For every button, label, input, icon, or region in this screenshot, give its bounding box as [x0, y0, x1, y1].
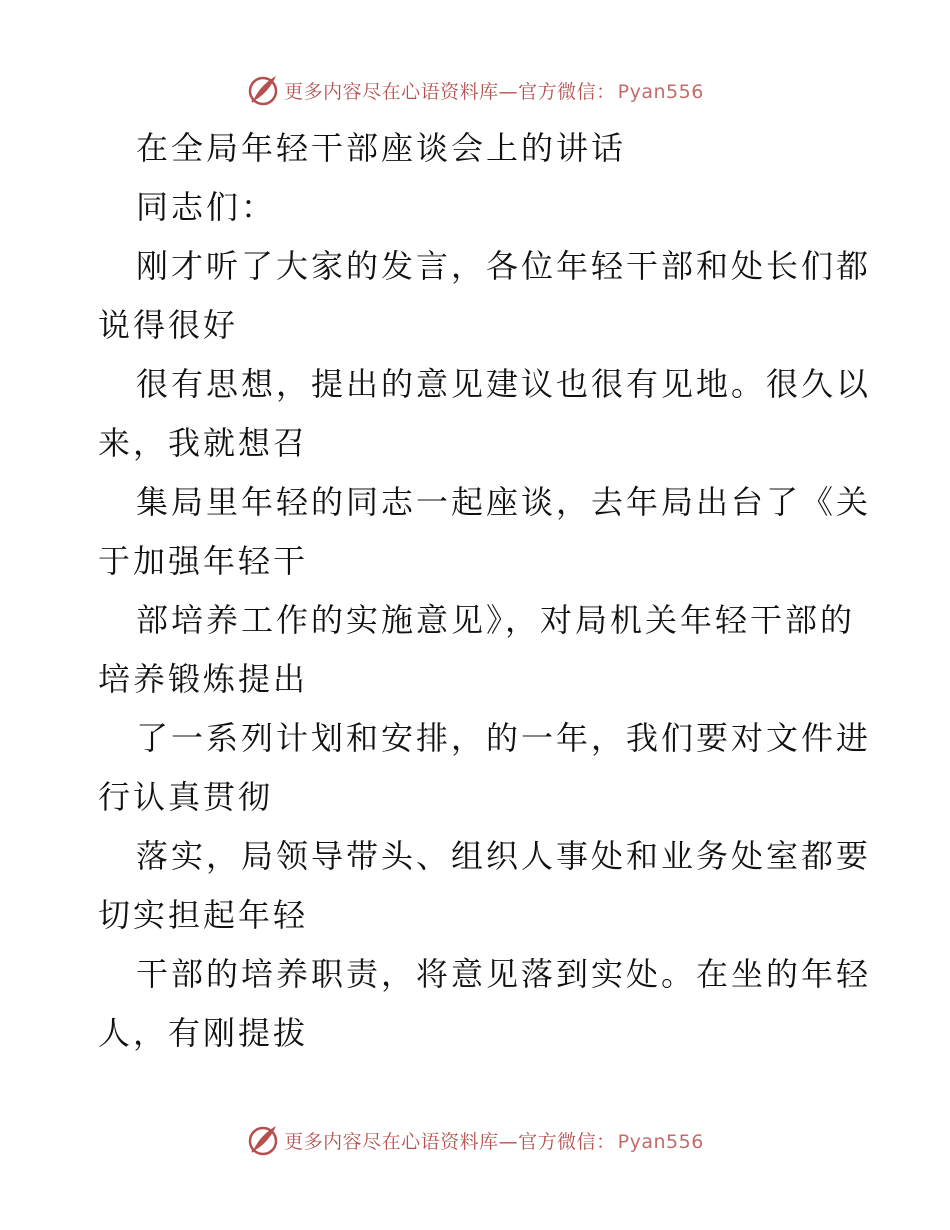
footer-banner: [0, 1120, 950, 1160]
document-body: [98, 119, 872, 1063]
paragraph-line: 了一系列计划和安排，的一年，我们要对文件进: [136, 719, 872, 757]
paragraph-line: 说得很好: [98, 306, 239, 344]
paragraph-line: 部培养工作的实施意见》，对局机关年轻干部的: [136, 601, 856, 639]
banner-label: 更多内容尽在心语资料库—官方微信：: [284, 1130, 616, 1153]
paragraph-line: 来，我就想召: [98, 424, 309, 462]
wechat-id: Pyan556: [617, 1130, 704, 1153]
paragraph-line: 干部的培养职责，将意见落到实处。在坐的年轻: [136, 955, 872, 993]
header-banner: [0, 70, 950, 110]
paragraph-line: 集局里年轻的同志一起座谈，去年局出台了《关: [136, 483, 872, 521]
banner-text: [284, 1127, 704, 1154]
paragraph-line: 刚才听了大家的发言，各位年轻干部和处长们都: [136, 247, 872, 285]
quill-logo-icon: [246, 1123, 280, 1157]
document-title: 在全局年轻干部座谈会上的讲话: [136, 129, 627, 167]
salutation: 同志们：: [136, 188, 277, 226]
paragraph-line: 很有思想，提出的意见建议也很有见地。很久以: [136, 365, 872, 403]
banner-label: 更多内容尽在心语资料库—官方微信：: [284, 80, 616, 103]
paragraph-line: 落实，局领导带头、组织人事处和业务处室都要: [136, 837, 872, 875]
quill-logo-icon: [246, 73, 280, 107]
paragraph-line: 切实担起年轻: [98, 896, 309, 934]
paragraph-line: 于加强年轻干: [98, 542, 309, 580]
paragraph-line: 培养锻炼提出: [98, 660, 309, 698]
paragraph-line: 行认真贯彻: [98, 778, 274, 816]
wechat-id: Pyan556: [617, 80, 704, 103]
banner-text: [284, 77, 704, 104]
paragraph-line: 人，有刚提拔: [98, 1014, 309, 1052]
